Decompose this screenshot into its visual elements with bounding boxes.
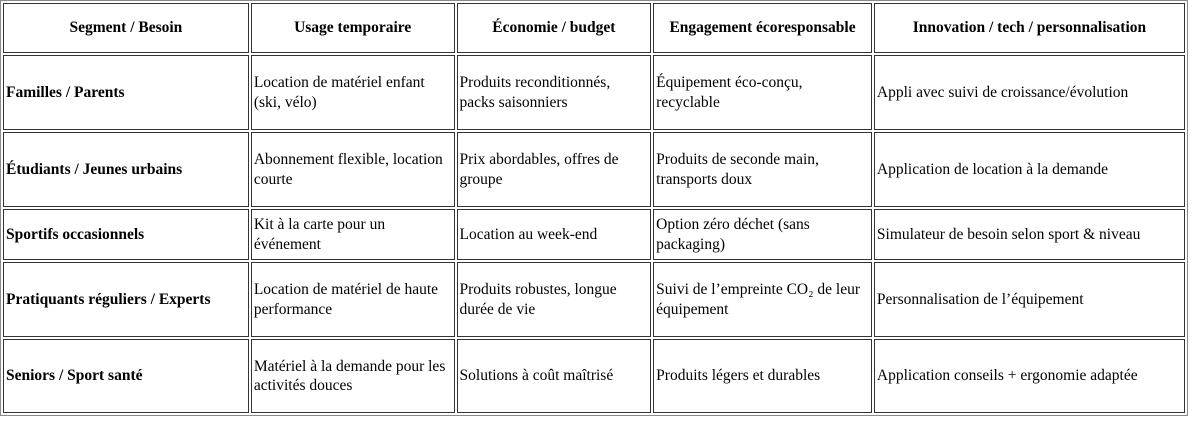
table-cell: Application de location à la demande: [874, 132, 1185, 207]
table-cell: Suivi de l’empreinte CO₂ de leur équipement: [653, 262, 872, 337]
table-cell: Location de matériel de haute performance: [251, 262, 455, 337]
row-segment-label: Sportifs occasionnels: [3, 209, 249, 260]
table-cell: Prix abordables, offres de groupe: [457, 132, 652, 207]
table-cell: Option zéro déchet (sans packaging): [653, 209, 872, 260]
table-cell: Produits de seconde main, transports doux: [653, 132, 872, 207]
row-segment-label: Étudiants / Jeunes urbains: [3, 132, 249, 207]
header-economie-budget: Économie / budget: [457, 3, 652, 53]
table-cell: Produits légers et durables: [653, 339, 872, 413]
table-cell: Appli avec suivi de croissance/évolution: [874, 55, 1185, 130]
row-segment-label: Pratiquants réguliers / Experts: [3, 262, 249, 337]
table-cell: Produits robustes, longue durée de vie: [457, 262, 652, 337]
header-segment: Segment / Besoin: [3, 3, 249, 53]
table-header-row: [3, 3, 1185, 53]
header-engagement: Engagement écoresponsable: [653, 3, 872, 53]
table-row: [3, 262, 1185, 337]
table-cell: Location au week-end: [457, 209, 652, 260]
table-row: [3, 132, 1185, 207]
table-cell: Matériel à la demande pour les activités douces: [251, 339, 455, 413]
header-usage-temporaire: Usage temporaire: [251, 3, 455, 53]
table-cell: Simulateur de besoin selon sport & niveau: [874, 209, 1185, 260]
table-cell: Personnalisation de l’équipement: [874, 262, 1185, 337]
row-segment-label: Seniors / Sport santé: [3, 339, 249, 413]
table-row: [3, 339, 1185, 413]
row-segment-label: Familles / Parents: [3, 55, 249, 130]
table-cell: Location de matériel enfant (ski, vélo): [251, 55, 455, 130]
table-row: [3, 209, 1185, 260]
header-innovation: Innovation / tech / personnalisation: [874, 3, 1185, 53]
table-cell: Application conseils + ergonomie adaptée: [874, 339, 1185, 413]
table-cell: Kit à la carte pour un événement: [251, 209, 455, 260]
table-cell: Solutions à coût maîtrisé: [457, 339, 652, 413]
table-cell: Équipement éco-conçu, recyclable: [653, 55, 872, 130]
table-cell: Abonnement flexible, location courte: [251, 132, 455, 207]
table-row: [3, 55, 1185, 130]
table-cell: Produits reconditionnés, packs saisonniers: [457, 55, 652, 130]
